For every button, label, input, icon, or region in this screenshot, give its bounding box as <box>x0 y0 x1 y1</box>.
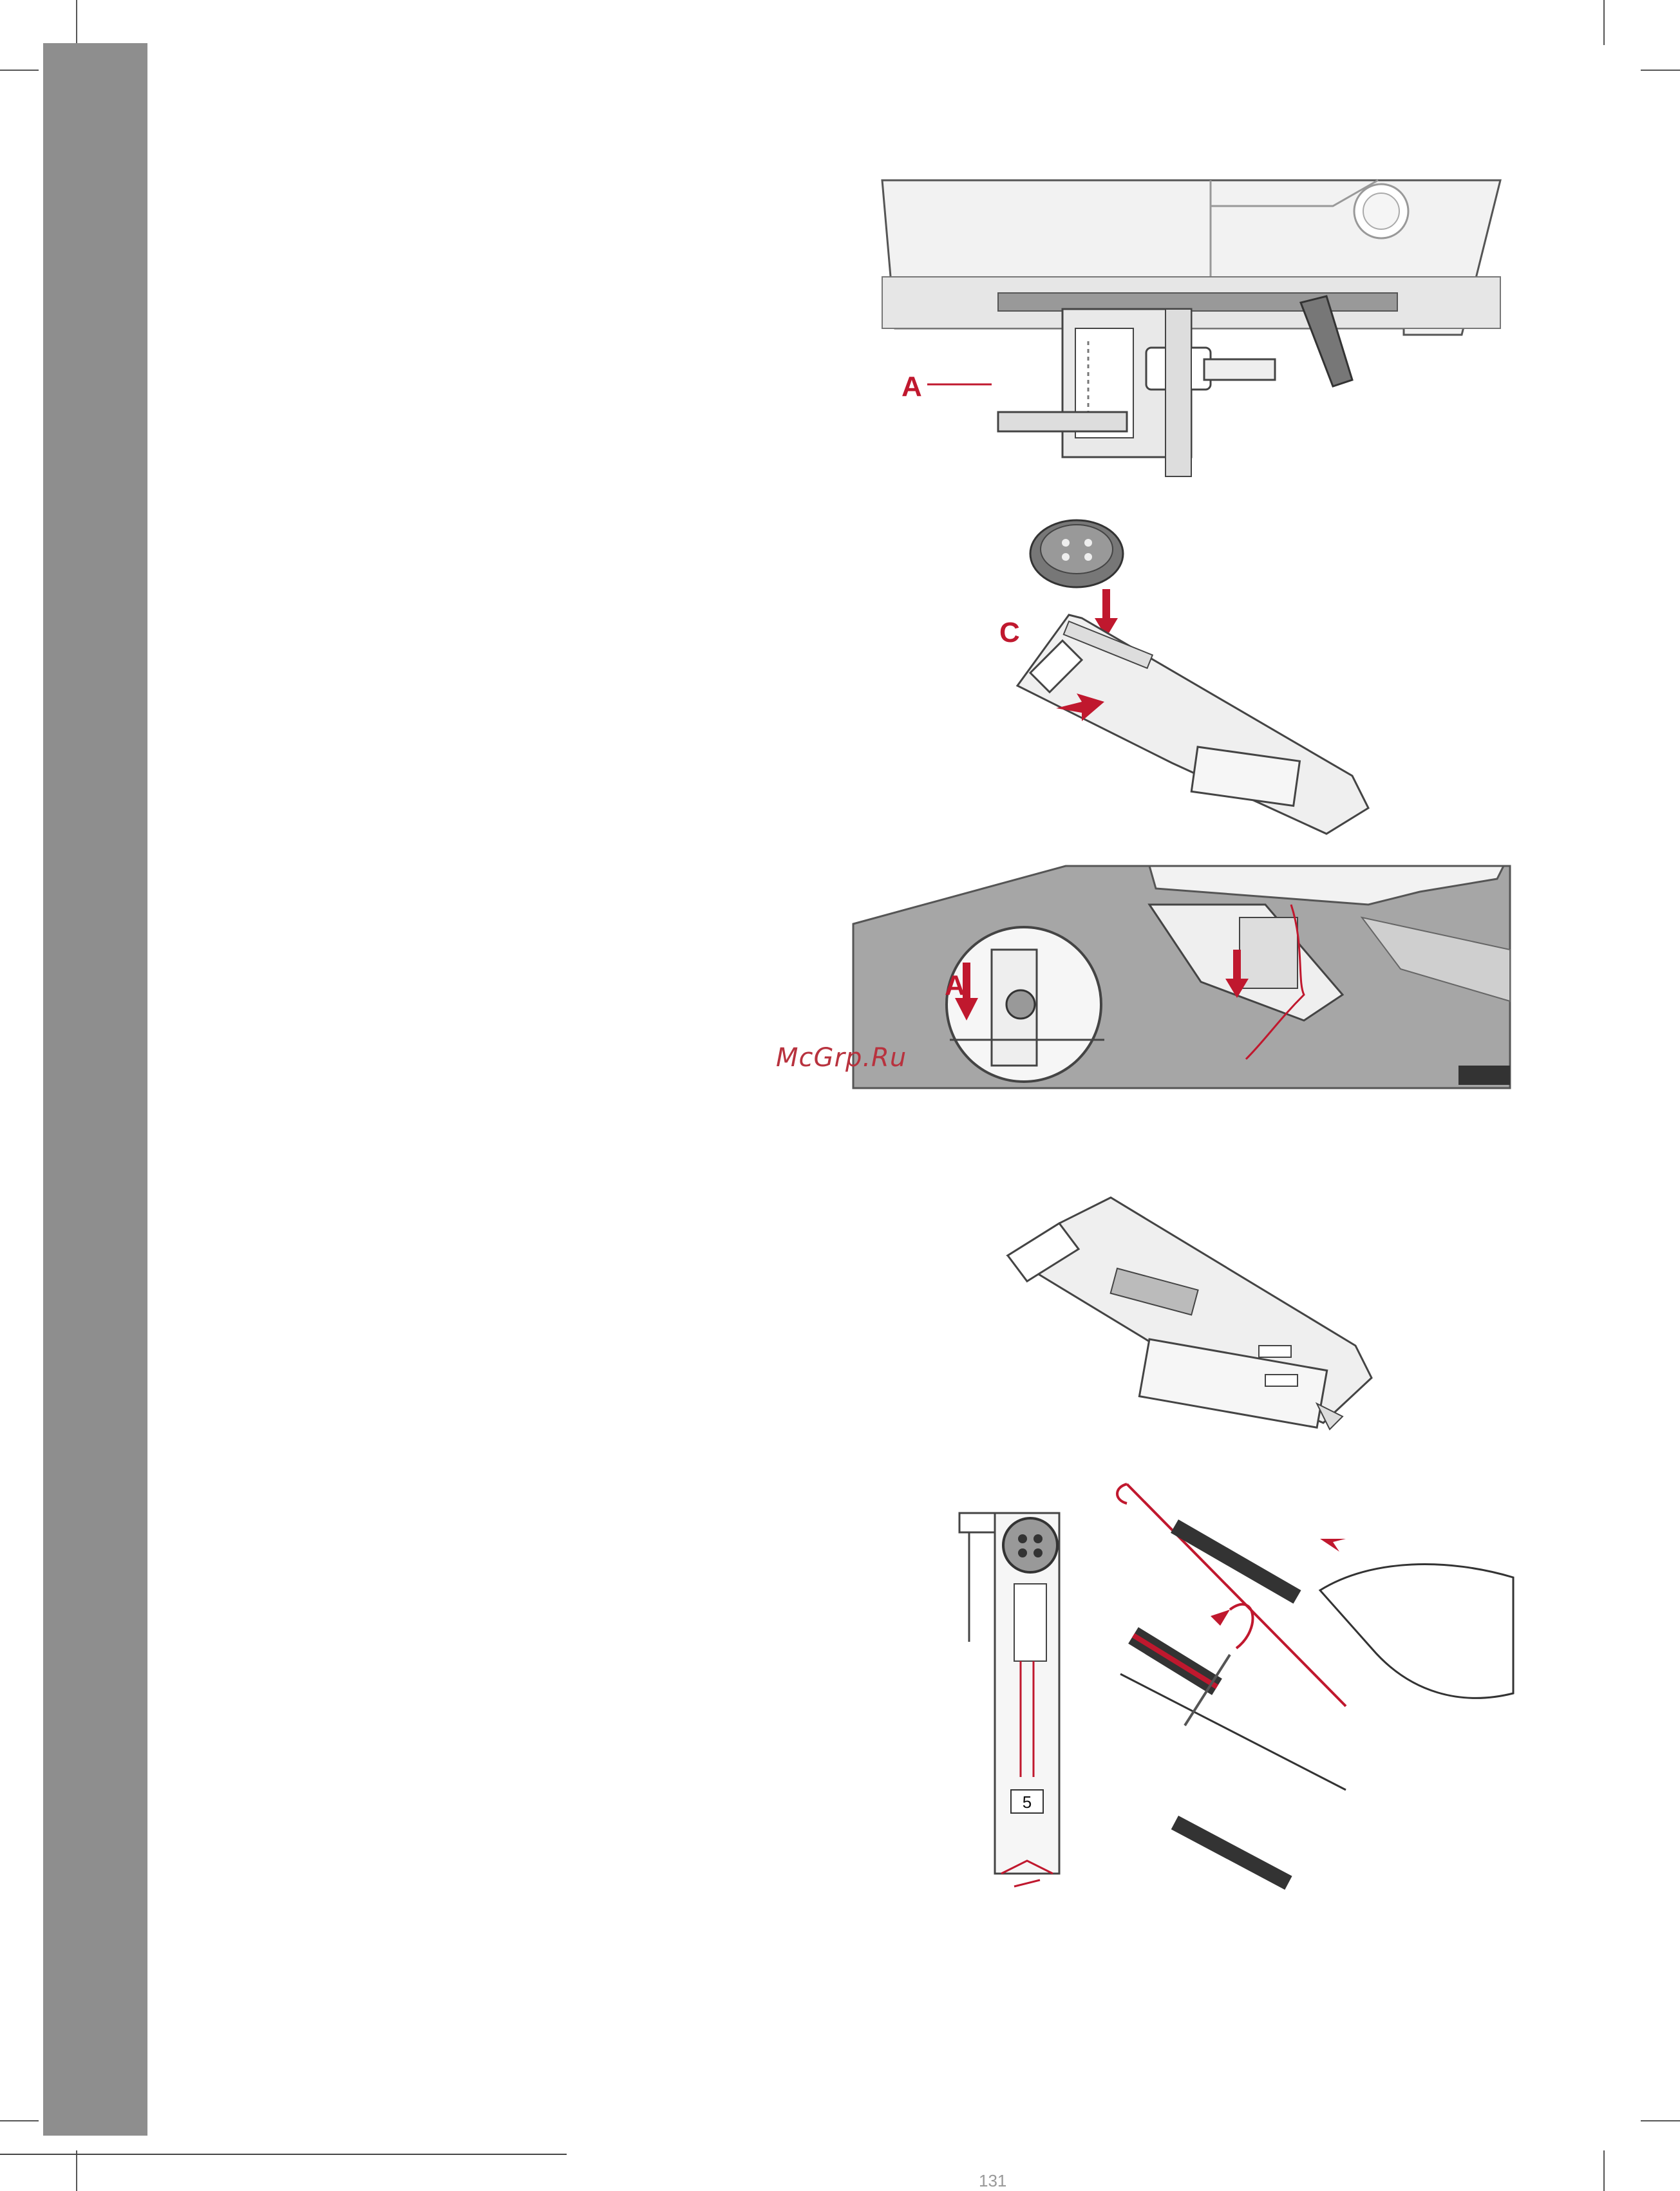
footer-rule <box>0 2154 567 2155</box>
figure-attach-foot <box>882 174 1500 483</box>
callout-a: A <box>901 371 922 402</box>
crop-mark <box>76 2150 77 2191</box>
figure-foot-on-fabric <box>853 866 1510 1088</box>
page-number: 131 <box>979 2171 1007 2190</box>
crop-mark <box>1603 0 1605 45</box>
watermark: McGrp.Ru <box>776 1043 907 1073</box>
callout-a-inset: A <box>945 970 965 1001</box>
crop-mark <box>76 0 77 45</box>
sidebar-bar <box>43 43 147 2136</box>
callout-c: C <box>999 617 1020 648</box>
figure-button-slider <box>992 505 1391 840</box>
figure-cut-buttonhole <box>1101 1481 1513 1893</box>
crop-mark <box>1641 2120 1680 2121</box>
crop-mark <box>0 2120 39 2121</box>
crop-mark <box>1603 2150 1605 2191</box>
crop-mark <box>1641 70 1680 71</box>
figure-sensor-foot <box>995 1198 1381 1433</box>
foot-indicator-number: 5 <box>1022 1792 1032 1812</box>
crop-mark <box>0 70 39 71</box>
figure-foot-top-view <box>956 1494 1079 1893</box>
